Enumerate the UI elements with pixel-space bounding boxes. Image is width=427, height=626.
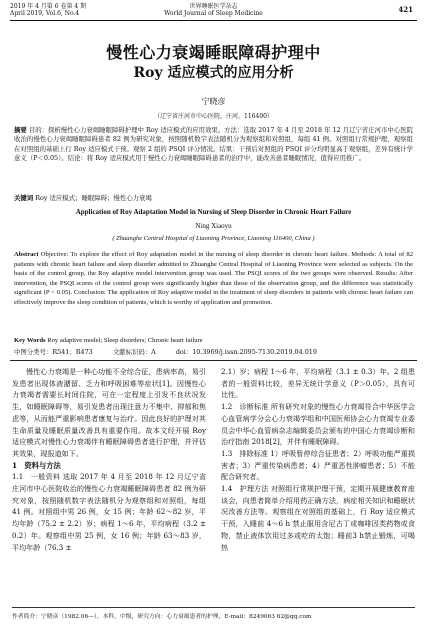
author-footnote: 作者简介：宁晓彦（1982.06—），本科，中级，研究方向：心力衰竭患者的护理，E-mail：8249063 62@qq.com [12,607,415,620]
article-meta [14,347,413,356]
clc-number: 中图分类号：R541；R473 [14,348,93,356]
subsection-heading-1-4: 1.4 护理方法 [221,484,269,494]
subsection-1-1 [12,471,206,553]
keywords-zh-label: 关键词 [14,194,34,202]
subsection-1-2 [221,401,415,448]
keywords-zh-text: Roy 适应模式；睡眠障碍；慢性心力衰竭 [35,194,152,202]
header-rule [10,20,417,21]
page-number: 421 [398,5,413,14]
subsection-heading-1-2: 1.2 诊断标准 [221,402,269,412]
author-name: 宁晓彦 [201,97,226,106]
section-heading-1: 1 资料与方法 [12,460,61,470]
subsection-heading-1-3: 1.3 排除标准 [221,448,269,458]
keywords-en [14,336,413,345]
english-author: Ning Xiaoyu [195,222,232,230]
subsection-1-4 [221,483,415,553]
author-affiliation: （辽宁省庄河市中心医院，庄河，116400） [154,113,273,120]
keywords-en-text: Roy adaptive model; Sleep disorders; Chronic heart failure [47,337,203,344]
general-data-text: 选取 2017 年 4 月至 2018 年 12 月辽宁省庄河市中心医院收治的慢性心力衰竭睡眠障碍患者 82 例为研究对象，按照随机数字表法随机分为观察组和对照组，每组 41 例。对照组中男 26 例，女 15 例；年龄 62～82 岁，平均年龄（75.2 ± 2.2）岁；病程 1～6 年，平均病程（3.2 ± 0.2）年。观察组中男 25 例，女 16 例；年龄 63～83 岁，平均年龄（76.3 ± [12,472,207,552]
body-column-left [12,366,206,553]
meta-rule [10,360,417,361]
issue-zh: 2019 年 4 月第 6 卷第 4 期 [10,3,87,10]
subsection-heading-1-1: 1.1 一般资料 [12,472,61,482]
english-title: Application of Roy Adaptation Model in Nursing of Sleep Disorder in Chronic Heart Failure [75,208,352,216]
diagnostic-criteria-text: 所有研究对象的慢性心力衰竭符合中华医学会心血管病学分会心力衰竭学组和中国医师协会心力衰竭专业委员会中华心血管病杂志编辑委员会颁布的中国心力衰竭诊断和治疗指南 2018[2]，并伴有睡眠障碍。 [221,402,415,447]
issue-en: April 2019, Vol.6, No.4 [10,10,80,17]
abstract-en [14,250,413,308]
keywords-en-label: Key Words [14,337,46,344]
abstract-en-label: Abstract [14,251,39,258]
document-code: 文献标识码：A [112,348,156,356]
abstract-zh-text: 目的：探析慢性心力衰竭睡眠障碍护理中 Roy 适应模式的应用效果。方法：选取 2017 年 4 月至 2018 年 12 月辽宁省庄河市中心医院收治的慢性心力衰竭睡眠障碍患者 82 例为研究对象，按照随机数字表法随机分为观察组和对照组，每组 41 例。对照组行常规护理，观察组在对照组的基础上行 Roy 适应模式干预。观察 2 组的 PSQI 评分情况。结果：干预后对照组的 PSQI 评分均明显高于观察组，差异有统计学意义（P＜0.05）。结论：将 Roy 适应模式用于慢性心力衰竭睡眠障碍患者的治疗中，能改善患者睡眠情况，值得应用推广。 [14,126,414,162]
nursing-methods-text: 对照组行常规护理干预，定期开展健康教育座谈会，向患者简单介绍用药正确方法，病症相关知识和睡眠状况改善方法等。观察组在对照组的基础上，行 Roy 适应模式干预，入睡前 4～6 h 禁止服用含尼古丁或咖啡因类药物或食物，禁止液体饮用过多或吃的太饱；睡前3 h禁止锻炼，可喝热 [221,484,415,552]
general-data-continued: 2.1）岁；病程 1～6 年，平均病程（3.1 ± 0.3）年。2 组患者的一般资料比较，差异无统计学意义（P＞0.05），具有可比性。 [221,367,415,400]
journal-name [10,3,417,17]
intro-paragraph: 慢性心力衰竭是一种心功能不全综合征，患病率高，易引发患者出现体液潴留、乏力和呼吸困难等症状[1]。因慢性心力衰竭者需要长时间住院，可在一定程度上引发不良状况发生，如睡眠障碍等，易引发患者出现注意力不集中、抑郁和焦虑等，从而能严重影响患者康复与治疗。因此良好的护理对其生命质量及睡眠质量改善具有重要作用。故本文经开展 Roy 适应模式对慢性心力衰竭伴有睡眠障碍患者进行护理，并评估其效果，现报道如下。 [12,367,206,458]
abstract-zh-label: 摘要 [14,126,27,134]
doi: doi：10.3969/j.issn.2095-7130.2019.04.019 [175,348,317,356]
keywords-zh [14,194,413,203]
subsection-1-3 [221,448,415,483]
body-column-right [221,366,415,553]
abstract-en-text: Objective: To explore the effect of Roy adaptation model in the nursing of sleep disorder in chronic heart failure. Methods: A total of 82 patients with chronic heart failure and sleep disorder admitted to Zhuanghe Central Hospital of Liaoning Province were selected as subjects. On the basis of the control group, the Roy adaptive model intervention group was used. The PSQI scores of the two groups were observed. Results: After intervention, the PSQI scores of the control group were significantly higher than those of the observation group, and the difference was statistically significant (P < 0.05). Conclusion: The application of Roy adaptive model in the treatment of sleep disorders in patients with chronic heart failure can effectively improve the sleep condition of patients, which is worthy of application and promotion. [14,251,413,306]
abstract-zh [14,126,413,163]
journal-name-zh: 世界睡眠医学杂志 [189,3,238,10]
journal-name-en: World Journal of Sleep Medicine [164,10,263,17]
article-title-line1: 慢性心力衰竭睡眠障碍护理中 [106,43,321,62]
article-title-line2: Roy 适应模式的应用分析 [133,65,294,81]
exclusion-criteria-text: 1）呼吸暂停综合征患者；2）呼吸功能严重损害者；3）严重传染病患者；4）严重恶性肿瘤患者；5）不能配合研究者。 [221,448,416,482]
english-affiliation: ( Zhuanghe Central Hospital of Liaoning Province, Liaoning 116400, China ) [112,235,315,242]
